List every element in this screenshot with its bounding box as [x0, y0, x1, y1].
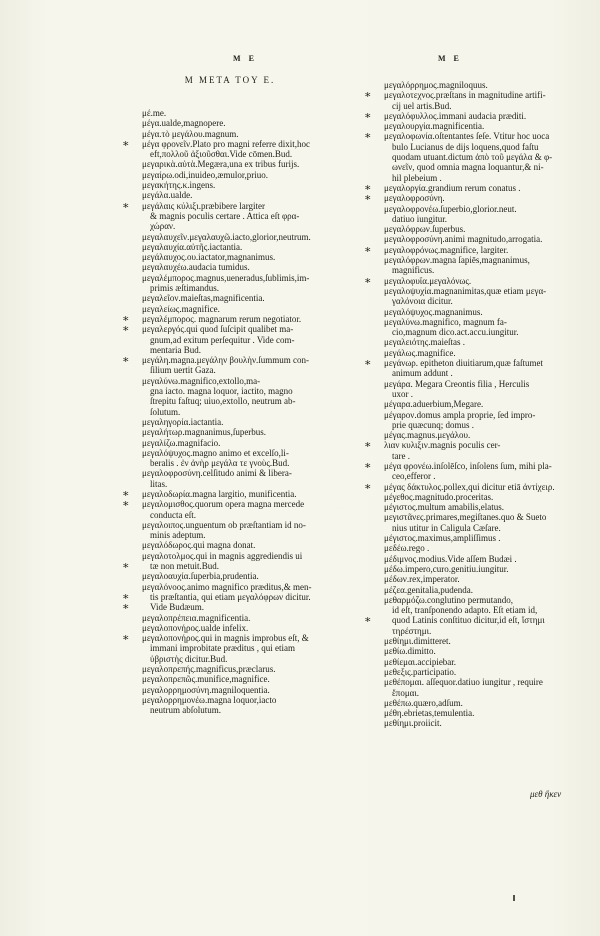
dictionary-line	[138, 335, 356, 345]
dictionary-line-text: eft,πολλοῦ ἀξιοῦσθαι.Vide cōmen.Bud.	[150, 149, 293, 160]
dictionary-line	[138, 386, 356, 396]
dictionary-line	[138, 190, 356, 200]
dictionary-line-text: μεθίεμαι.accipiebar.	[384, 656, 457, 667]
dictionary-line	[380, 657, 588, 667]
dictionary-line	[380, 101, 588, 111]
dictionary-line-text: μεγαλόφρων.magna ſapiēs,magnanimus,	[384, 255, 530, 266]
dictionary-line-text: ωνεῖν, quod omnia magna loquantur,& ni-	[392, 162, 544, 173]
dictionary-line	[380, 214, 588, 224]
dictionary-line-text: μεγαρικὰ.αὐτὰ.Megæra,una ex tribus furijs.	[142, 159, 300, 170]
dictionary-line	[380, 636, 588, 646]
dictionary-line	[138, 108, 356, 118]
asterisk-icon: ∗	[122, 137, 130, 150]
dictionary-line-text: μεγαίρω.odi,inuideo,æmulor,priuo.	[142, 169, 269, 180]
dictionary-line-text: μεγαλομισθος.quorum opera magna mercede	[142, 499, 305, 510]
dictionary-line-text: μεγαληγορία.iactantia.	[142, 416, 224, 427]
dictionary-line	[138, 396, 356, 406]
dictionary-line-text: magnificus.	[392, 265, 435, 276]
dictionary-line	[364, 109, 588, 122]
dictionary-line	[138, 674, 356, 684]
dictionary-line	[380, 420, 588, 430]
dictionary-line	[122, 601, 356, 614]
dictionary-line-text: primis æſtimandus.	[150, 283, 220, 294]
dictionary-line	[138, 530, 356, 540]
dictionary-line-text: μεθίω.dimitto.	[384, 646, 436, 657]
dictionary-line	[380, 265, 588, 275]
dictionary-line	[138, 705, 356, 715]
dictionary-line-text: χώραν.	[150, 221, 176, 232]
asterisk-icon: ∗	[364, 480, 372, 493]
dictionary-line-text: μέθη.ebrietas,temulentia.	[384, 708, 475, 719]
asterisk-icon: ∗	[364, 243, 372, 256]
dictionary-line	[380, 142, 588, 152]
dictionary-line-text: μεγαλορρημονέω.magna loquor,iacto	[142, 694, 277, 705]
dictionary-line-text: uxor .	[392, 388, 413, 399]
dictionary-line	[138, 417, 356, 427]
dictionary-line	[138, 571, 356, 581]
dictionary-line-text: μεγαλόφυλλος.immani audacia præditi.	[384, 110, 527, 121]
dictionary-line	[380, 204, 588, 214]
dictionary-line-text: prie quæcunq; domus .	[392, 419, 474, 430]
dictionary-line-text: μεγαλοιπος.unguentum ob præſtantiam id no-	[142, 519, 306, 530]
dictionary-line	[122, 590, 356, 603]
dictionary-line-text: gnum,ad exitum perſequitur . Vide com-	[150, 334, 295, 345]
asterisk-icon: ∗	[122, 323, 130, 336]
dictionary-line	[138, 520, 356, 530]
dictionary-line	[380, 296, 588, 306]
dictionary-line-text: bulo Lucianus de dijs loquens,quod faſtu	[392, 141, 539, 152]
dictionary-line-text: μεγαλοπρεπής.magnificus,præclarus.	[142, 664, 276, 675]
dictionary-line	[380, 379, 588, 389]
dictionary-line-text: Vide Budæum.	[150, 602, 204, 613]
dictionary-line-text: μεθίημι.dimitteret.	[384, 636, 451, 647]
dictionary-line-text: mentaria Bud.	[150, 344, 201, 355]
asterisk-icon: ∗	[364, 109, 372, 122]
dictionary-line-text: μέγαρα.aduerbium,Megare.	[384, 399, 484, 410]
dictionary-line	[364, 459, 588, 472]
dictionary-line	[364, 243, 588, 256]
dictionary-line-text: id eſt, tranſponendo adapto. Eſt etiam id,	[392, 605, 538, 616]
dictionary-line-text: μεγάλως.magnifice.	[384, 347, 456, 358]
dictionary-line	[380, 162, 588, 172]
dictionary-line	[380, 173, 588, 183]
dictionary-line-text: minis adeptum.	[150, 530, 206, 541]
dictionary-line	[138, 685, 356, 695]
dictionary-line-text: μέδω.impero,curo.genitiu.iungitur.	[384, 563, 509, 574]
dictionary-line	[380, 234, 588, 244]
dictionary-line	[380, 337, 588, 347]
dictionary-line	[380, 646, 588, 656]
dictionary-line-text: γαλόνοια dicitur.	[392, 296, 453, 307]
dictionary-line-text: μεγαλοφροσύνη.	[384, 193, 445, 204]
dictionary-line-text: μεθέπομαι. aſſequor.datiuo iungitur , require	[384, 677, 543, 688]
dictionary-line-text: μέγας δάκτυλος.pollex,qui dicitur etiā ἀντίχειρ.	[384, 481, 555, 492]
catchword: μεθ ἥκεν	[530, 789, 562, 799]
dictionary-line	[380, 471, 588, 481]
dictionary-line-text: μεγαλοπονήρος.ualde infelix.	[142, 622, 249, 633]
dictionary-line-text: beralis . ἐν ἀνὴρ μεγάλα τε γνοὺς.Bud.	[150, 458, 290, 469]
dictionary-line-text: datiuo iungitur.	[392, 213, 447, 224]
dictionary-line	[380, 327, 588, 337]
dictionary-line	[364, 89, 588, 102]
dictionary-line	[138, 293, 356, 303]
dictionary-line	[364, 274, 588, 287]
page-header-letters: M E	[233, 54, 257, 63]
dictionary-line-text: μεγαλίζω.magnifacio.	[142, 437, 221, 448]
dictionary-line-text: μεγαλήτωρ.magnanimus,ſuperbus.	[142, 427, 267, 438]
dictionary-line	[380, 564, 588, 574]
dictionary-line-text: μέγα.ualde,magnopere.	[142, 118, 226, 129]
dictionary-line-text: ἕπομαι.	[392, 687, 420, 698]
dictionary-line	[138, 438, 356, 448]
dictionary-line	[138, 242, 356, 252]
dictionary-line-text: μεγαλοδωρία.magna largitio, munificentia.	[142, 488, 297, 499]
dictionary-line	[122, 498, 356, 511]
dictionary-line	[138, 345, 356, 355]
asterisk-icon: ∗	[122, 354, 130, 367]
dictionary-line-text: tare .	[392, 450, 410, 461]
dictionary-line	[138, 118, 356, 128]
right-column	[364, 80, 588, 729]
dictionary-line-text: μεγακήτης.κ.ingens.	[142, 180, 216, 191]
running-title: M META TOY E.	[184, 75, 276, 85]
dictionary-line	[380, 389, 588, 399]
dictionary-line	[138, 129, 356, 139]
dictionary-line-text: μεγάλη.magna.μεγάλην βουλὴν.ſummum con-	[142, 355, 310, 366]
dictionary-line-text: μέδων.rex,imperator.	[384, 574, 460, 585]
dictionary-line	[380, 399, 588, 409]
dictionary-line-text: immani improbitate præditus , qui etiam	[150, 643, 295, 654]
dictionary-line-text: tis præſtantia, qui etiam μεγαλόφρων dicitur.	[150, 591, 311, 602]
dictionary-line	[138, 468, 356, 478]
dictionary-line	[380, 718, 588, 728]
dictionary-line	[364, 439, 588, 452]
dictionary-line	[380, 286, 588, 296]
dictionary-line	[380, 585, 588, 595]
dictionary-line	[380, 554, 588, 564]
dictionary-line-text: μεγαλειότης.maieſtas .	[384, 337, 465, 348]
asterisk-icon: ∗	[364, 130, 372, 143]
dictionary-line	[138, 623, 356, 633]
dictionary-line	[138, 365, 356, 375]
dictionary-line	[138, 180, 356, 190]
dictionary-line	[122, 312, 356, 325]
dictionary-line-text: μεγαλοφρόνως.magnifice, largiter.	[384, 244, 509, 255]
dictionary-line-text: μεθέπω.quæro,adſum.	[384, 697, 463, 708]
dictionary-line	[138, 551, 356, 561]
dictionary-line	[122, 487, 356, 500]
dictionary-line	[138, 273, 356, 283]
dictionary-line	[380, 152, 588, 162]
dictionary-line-text: μεγαλόρρημος.magniloquus.	[384, 80, 488, 90]
dictionary-line-text: μεγαλεῖον.maieſtas,magnificentia.	[142, 293, 265, 304]
dictionary-line	[380, 121, 588, 131]
asterisk-icon: ∗	[364, 357, 372, 370]
dictionary-line	[138, 613, 356, 623]
dictionary-line-text: μεγαλόνοος.animo magnifico præditus,& men-	[142, 581, 312, 592]
dictionary-line	[138, 540, 356, 550]
dictionary-line	[364, 614, 588, 627]
dictionary-line-text: μεγαλύνω.magnifico,extollo,ma-	[142, 375, 261, 386]
dictionary-line-text: τηρέστημι.	[392, 625, 432, 636]
asterisk-icon: ∗	[364, 274, 372, 287]
dictionary-line-text: μεγαλοφρονέω.ſuperbio,glorior.neut.	[384, 203, 517, 214]
dictionary-line-text: μεθαρμόζω.conglutino permutando,	[384, 594, 514, 605]
dictionary-line	[380, 451, 588, 461]
dictionary-line-text: ceo,efferor .	[392, 471, 436, 482]
dictionary-line-text: μέγα φρονέω.inſolēſco, inſolens ſum, mihi pla-	[384, 460, 552, 471]
dictionary-line	[364, 181, 588, 194]
dictionary-line	[380, 502, 588, 512]
dictionary-line-text: μέζεα.genitalia,pudenda.	[384, 584, 474, 595]
dictionary-line-text: ſolutum.	[150, 406, 181, 417]
dictionary-line	[380, 698, 588, 708]
asterisk-icon: ∗	[364, 614, 372, 627]
dictionary-line-text: ὑβριστὴς dicitur.Bud.	[150, 653, 228, 664]
dictionary-line	[380, 307, 588, 317]
dictionary-line-text: μεδέω.rego .	[384, 543, 430, 554]
dictionary-line	[138, 654, 356, 664]
dictionary-line-text: μεγαλοφυΐα.μεγαλόνως.	[384, 275, 472, 286]
dictionary-line	[380, 317, 588, 327]
asterisk-icon: ∗	[122, 560, 130, 573]
dictionary-line	[138, 211, 356, 221]
dictionary-line-text: μέ.me.	[142, 108, 167, 118]
asterisk-icon: ∗	[122, 590, 130, 603]
dictionary-line	[138, 149, 356, 159]
dictionary-line	[380, 533, 588, 543]
dictionary-line-text: & magnis poculis certare . Attica eſt φρα-	[150, 210, 300, 221]
dictionary-line	[380, 368, 588, 378]
dictionary-line-text: nius utitur in Caligula Cæſare.	[392, 522, 501, 533]
dictionary-line-text: μέγας.magnus.μεγάλου.	[384, 430, 471, 441]
dictionary-line-text: litas.	[150, 478, 168, 489]
dictionary-line	[380, 523, 588, 533]
dictionary-line-text: μεγαλόφρων.ſuperbus.	[384, 224, 466, 235]
dictionary-line	[380, 543, 588, 553]
dictionary-line-text: μεγιστᾶνες.primares,megiſtanes.quo & Sueto	[384, 512, 547, 523]
dictionary-line-text: μεγαλέμπορος. magnarum rerum negotiator.	[142, 313, 302, 324]
dictionary-line-text: μεγαλοπονήρος.qui in magnis improbus eſt, &	[142, 633, 309, 644]
dictionary-line	[380, 626, 588, 636]
dictionary-line	[138, 695, 356, 705]
dictionary-line-text: μεγαλύνω.magnifico, magnum fa-	[384, 316, 507, 327]
dictionary-line-text: μεγαλόδωρος.qui magna donat.	[142, 540, 256, 551]
dictionary-line-text: μεγαλοτολμος.qui in magnis aggrediendis ui	[142, 550, 303, 561]
dictionary-line-text: μέγιστος.maximus,ampliſſimus .	[384, 533, 501, 544]
dictionary-line	[138, 643, 356, 653]
dictionary-line	[364, 130, 588, 143]
dictionary-line-text: μεγαλαυχεῖν.μεγαλαυχῶ.iacto,glorior,neutrum.	[142, 231, 311, 242]
dictionary-line	[138, 232, 356, 242]
dictionary-line-text: neutrum abſolutum.	[150, 705, 221, 716]
dictionary-line	[138, 582, 356, 592]
dictionary-line-text: μεγαλοφροσύνη.celſitudo animi & libera-	[142, 468, 292, 479]
dictionary-line-text: μεγάλα.ualde.	[142, 190, 193, 201]
dictionary-line-text: μεγαλοπρέπεια.magnificentia.	[142, 612, 251, 623]
dictionary-line-text: tæ non metuit.Bud.	[150, 561, 220, 572]
dictionary-line-text: conducta eſt.	[150, 509, 196, 520]
folio-mark	[513, 895, 515, 901]
dictionary-line	[122, 323, 356, 336]
dictionary-line	[138, 479, 356, 489]
dictionary-line	[380, 224, 588, 234]
asterisk-icon: ∗	[364, 192, 372, 205]
dictionary-line-text: μεγαλόψυχος.magnanimus.	[384, 306, 483, 317]
asterisk-icon: ∗	[122, 199, 130, 212]
dictionary-line-text: μέδιμνος.modius.Vide aſſem Budæi .	[384, 553, 517, 564]
dictionary-line-text: μεγαλείως.magnifice.	[142, 303, 220, 314]
dictionary-line	[380, 80, 588, 90]
dictionary-line-text: hil plebeium .	[392, 172, 442, 183]
dictionary-line-text: μεγαλαυχέω.audacia tumidus.	[142, 262, 250, 273]
dictionary-line	[138, 252, 356, 262]
dictionary-line-text: μεγαλεργός.qui quod ſuſcipit qualibet ma-	[142, 324, 294, 335]
asterisk-icon: ∗	[364, 439, 372, 452]
left-column	[122, 108, 356, 716]
dictionary-line	[122, 137, 356, 150]
dictionary-line-text: μεγάλαις κύλιξι.præbibere largiter	[142, 200, 266, 211]
dictionary-line-text: μέγαρον.domus ampla proprie, ſed impro-	[384, 409, 536, 420]
dictionary-line	[380, 430, 588, 440]
dictionary-line	[380, 667, 588, 677]
dictionary-line-text: cio,magnum dico.act.accu.iungitur.	[392, 327, 519, 338]
dictionary-line	[138, 170, 356, 180]
dictionary-line-text: μέγα φρονεῖν.Plato pro magni referre dixit,hoc	[142, 138, 311, 149]
dictionary-line-text: μεγαλαυχία.αὐτῆς.iactantia.	[142, 241, 243, 252]
dictionary-line	[364, 480, 588, 493]
dictionary-line	[364, 192, 588, 205]
dictionary-line	[380, 410, 588, 420]
asterisk-icon: ∗	[122, 632, 130, 645]
dictionary-line	[138, 283, 356, 293]
dictionary-line	[138, 664, 356, 674]
asterisk-icon: ∗	[122, 312, 130, 325]
dictionary-line-text: μέγα.τὸ μεγάλου.magnum.	[142, 128, 239, 139]
dictionary-line-text: μεγαλοργία.grandium rerum conatus .	[384, 182, 521, 193]
dictionary-line-text: μεγαλοψυχία.magnanimitas,quæ etiam μεγα-	[384, 285, 547, 296]
dictionary-line	[380, 605, 588, 615]
asterisk-icon: ∗	[122, 498, 130, 511]
dictionary-line	[380, 492, 588, 502]
dictionary-line-text: μεγαλοφροσύνη.animi magnitudo,arrogatia.	[384, 234, 543, 245]
dictionary-line-text: quod Latinis conſtituo dicitur,id eſt, ἵστημι	[392, 615, 545, 626]
dictionary-line-text: μέγιστος.multum amabilis,elatus.	[384, 502, 505, 513]
dictionary-line-text: cij uel artis.Bud.	[392, 100, 452, 111]
asterisk-icon: ∗	[364, 459, 372, 472]
dictionary-line	[138, 262, 356, 272]
dictionary-line-text: ſtrepitu faſtuq; uiuo,extollo, neutrum ab-	[150, 396, 296, 407]
asterisk-icon: ∗	[364, 181, 372, 194]
dictionary-line-text: μεγαλοφωνία.oſtentantes ſeſe. Vtitur hoc uoca	[384, 131, 550, 142]
dictionary-line	[380, 574, 588, 584]
dictionary-line-text: μεγαλόψυχος.magno animo et excelſo,li-	[142, 447, 289, 458]
asterisk-icon: ∗	[122, 601, 130, 614]
dictionary-line	[122, 632, 356, 645]
dictionary-line	[138, 159, 356, 169]
dictionary-line-text: μεγάνωρ. epitheton diuitiarum,quæ faſtumet	[384, 358, 544, 369]
dictionary-line	[122, 354, 356, 367]
dictionary-line	[380, 512, 588, 522]
dictionary-line	[380, 595, 588, 605]
asterisk-icon: ∗	[364, 89, 372, 102]
dictionary-line-text: ſilium uertit Gaza.	[150, 365, 216, 376]
dictionary-line	[138, 448, 356, 458]
dictionary-line	[138, 407, 356, 417]
dictionary-line	[138, 304, 356, 314]
dictionary-line-text: μεθεξις.participatio.	[384, 666, 457, 677]
dictionary-line	[138, 427, 356, 437]
page-header-letters-right: M E	[438, 54, 462, 63]
dictionary-line	[122, 199, 356, 212]
dictionary-line-text: μεθίημι.proiicit.	[384, 718, 442, 729]
dictionary-line-text: μεγαλουργία.magnificentia.	[384, 121, 485, 132]
dictionary-line	[380, 708, 588, 718]
dictionary-line-text: μεγάλαυχος.ου.iactator,magnanimus.	[142, 252, 276, 263]
dictionary-line	[364, 357, 588, 370]
dictionary-line-text: animum addunt .	[392, 368, 453, 379]
dictionary-line	[380, 348, 588, 358]
dictionary-line	[138, 221, 356, 231]
dictionary-line	[138, 376, 356, 386]
dictionary-line-text: μέγεθος.magnitudo.proceritas.	[384, 491, 494, 502]
dictionary-line	[122, 560, 356, 573]
dictionary-line-text: gna iacto. magna loquor, iactito, magno	[150, 386, 293, 397]
dictionary-line	[138, 510, 356, 520]
dictionary-line	[380, 255, 588, 265]
dictionary-line-text: μεγαλέμπορος.magnus,ueneradus,ſublimis,im-	[142, 272, 310, 283]
dictionary-line-text: quodam utuant.dictum ἀπὸ τοῦ μεγάλα & φ-	[392, 152, 553, 163]
dictionary-line-text: μεγαλοαυχία.ſuperbia,prudentia.	[142, 571, 259, 582]
dictionary-line-text: μεγάρα. Megara Creontis filia , Herculis	[384, 378, 530, 389]
asterisk-icon: ∗	[122, 487, 130, 500]
dictionary-line-text: μεγαλοτεχνος.præſtans in magnitudine artifi-	[384, 90, 546, 101]
dictionary-line	[380, 688, 588, 698]
dictionary-line	[380, 677, 588, 687]
dictionary-line	[138, 458, 356, 468]
dictionary-line-text: λιαν κυλιξιν.magnis poculis cer-	[384, 440, 501, 451]
dictionary-line-text: μεγαλορρημοσύνη.magniloquentia.	[142, 684, 270, 695]
dictionary-line-text: μεγαλοπρεπῶς.munifice,magnifice.	[142, 674, 270, 685]
